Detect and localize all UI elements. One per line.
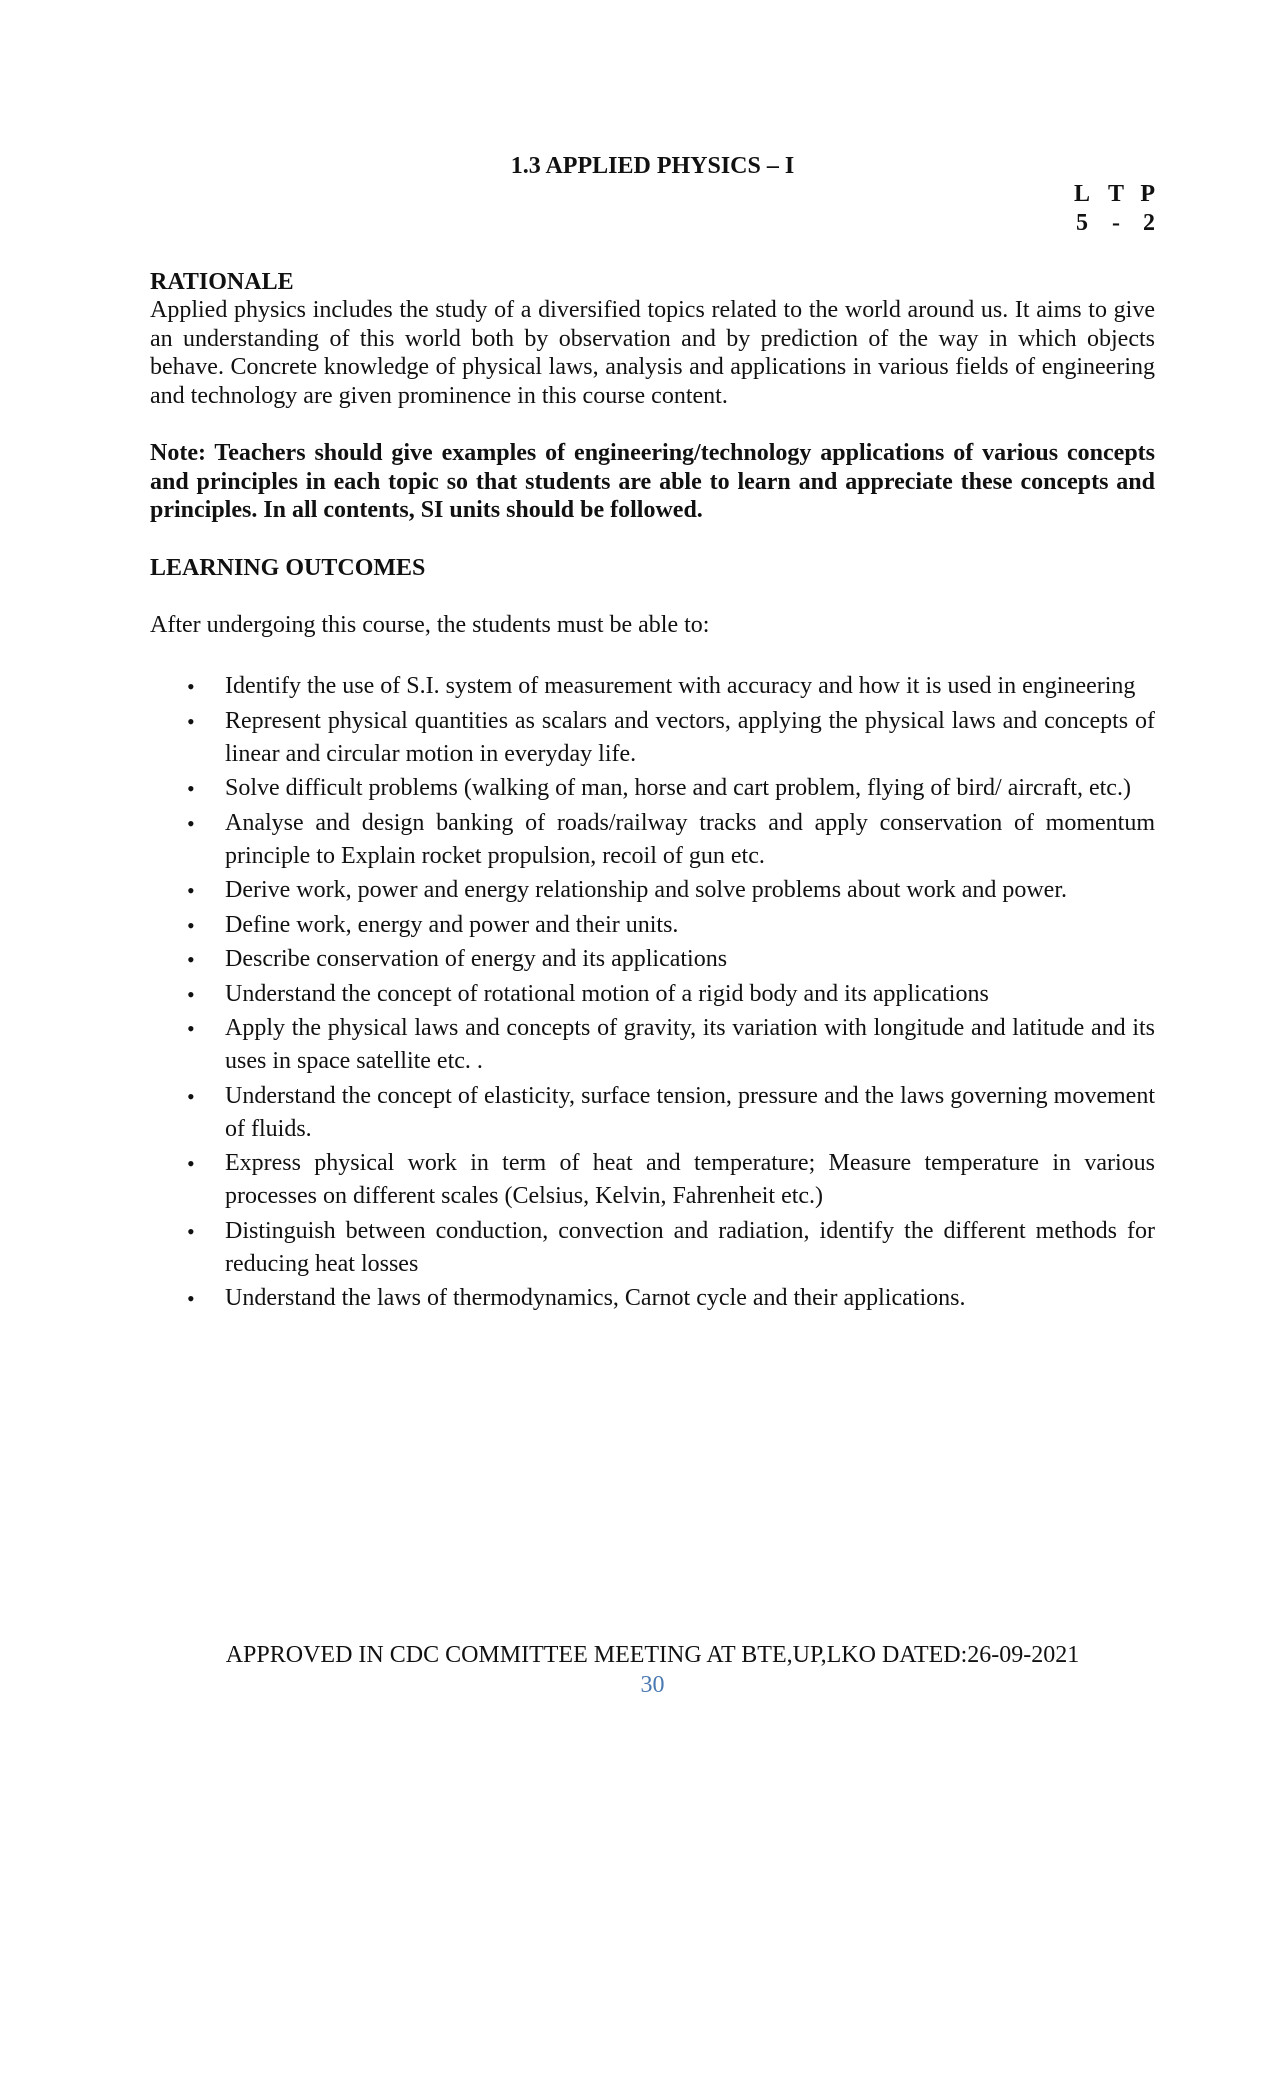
learning-outcome-item	[150, 874, 1155, 907]
learning-outcomes-list	[150, 670, 1155, 1315]
bullet-icon: •	[187, 674, 195, 699]
bullet-icon: •	[187, 1286, 195, 1311]
learning-outcome-item	[150, 772, 1155, 805]
ltp-header-t: T	[1107, 181, 1124, 207]
bullet-icon: •	[187, 912, 195, 938]
bullet-icon: •	[187, 981, 195, 1007]
ltp-value-row	[1065, 209, 1155, 238]
bullet-icon: •	[187, 1016, 195, 1041]
learning-outcome-item	[150, 978, 1155, 1011]
rationale-text: Applied physics includes the study of a diversified topics related to the world around us. It aims to give an understanding of this world both by observation and by prediction of the way in which objects behave. Concrete knowledge of physical laws, analysis and applications in various fields of engineering and technology are given prominence in this course content.	[150, 297, 1155, 409]
course-title: 1.3 APPLIED PHYSICS – I	[510, 153, 795, 179]
learning-outcome-text: Apply the physical laws and concepts of gravity, its variation with longitude and latitude and its uses in space satellite etc. .	[225, 1015, 1155, 1074]
learning-outcome-item	[150, 1215, 1155, 1281]
learning-outcome-item	[150, 670, 1155, 703]
learning-outcome-text: Understand the concept of elasticity, surface tension, pressure and the laws governing movement of fluids.	[225, 1082, 1155, 1142]
bullet-icon: •	[187, 1083, 195, 1109]
ltp-header-l: L	[1073, 181, 1090, 207]
document-page	[150, 150, 1155, 1317]
learning-outcome-item	[150, 1012, 1155, 1078]
learning-outcomes-intro: After undergoing this course, the students must be able to:	[150, 611, 710, 638]
learning-outcome-item	[150, 1080, 1155, 1146]
learning-outcome-text: Identify the use of S.I. system of measurement with accuracy and how it is used in engineering	[225, 673, 1136, 699]
ltp-header-p: P	[1140, 181, 1155, 207]
learning-outcome-item	[150, 807, 1155, 873]
ltp-value-t: -	[1112, 210, 1120, 236]
rationale-heading: RATIONALE	[150, 269, 294, 295]
bullet-icon: •	[187, 878, 195, 903]
learning-outcome-text: Describe conservation of energy and its applications	[225, 946, 728, 972]
bullet-icon: •	[187, 947, 195, 972]
learning-outcome-item	[150, 1147, 1155, 1213]
learning-outcome-text: Solve difficult problems (walking of man, horse and cart problem, flying of bird/ aircraft, etc.)	[225, 775, 1131, 801]
bullet-icon: •	[187, 1151, 195, 1176]
page-number: 30	[640, 1672, 665, 1698]
learning-outcome-text: Represent physical quantities as scalars and vectors, applying the physical laws and concepts of linear and circular motion in everyday life.	[225, 707, 1155, 767]
learning-outcome-text: Define work, energy and power and their units.	[225, 911, 679, 938]
learning-outcome-item	[150, 909, 1155, 942]
ltp-block	[1065, 180, 1155, 238]
learning-outcome-item	[150, 1282, 1155, 1315]
learning-outcome-text: Express physical work in term of heat and temperature; Measure temperature in various processes on different scales (Celsius, Kelvin, Fahrenheit etc.)	[225, 1150, 1155, 1209]
learning-outcome-text: Understand the laws of thermodynamics, Carnot cycle and their applications.	[225, 1285, 966, 1311]
learning-outcomes-heading: LEARNING OUTCOMES	[150, 554, 426, 581]
teacher-note: Note: Teachers should give examples of engineering/technology applications of various concepts and principles in each topic so that students are able to learn and appreciate these concepts and principles. In all contents, SI units should be followed.	[150, 440, 1155, 523]
approval-footer: APPROVED IN CDC COMMITTEE MEETING AT BTE,UP,LKO DATED:26-09-2021	[225, 1642, 1080, 1668]
learning-outcome-item	[150, 705, 1155, 771]
bullet-icon: •	[187, 1218, 195, 1244]
bullet-icon: •	[187, 708, 195, 734]
ltp-value-p: 2	[1143, 210, 1155, 236]
ltp-value-l: 5	[1076, 210, 1088, 236]
bullet-icon: •	[187, 810, 195, 836]
learning-outcome-text: Analyse and design banking of roads/railway tracks and apply conservation of momentum principle to Explain rocket propulsion, recoil of gun etc.	[225, 809, 1155, 869]
learning-outcome-text: Understand the concept of rotational motion of a rigid body and its applications	[225, 980, 989, 1007]
bullet-icon: •	[187, 776, 195, 801]
learning-outcome-text: Distinguish between conduction, convection and radiation, identify the different methods for reducing heat losses	[225, 1217, 1155, 1277]
learning-outcome-text: Derive work, power and energy relationship and solve problems about work and power.	[225, 877, 1068, 903]
learning-outcome-item	[150, 943, 1155, 976]
ltp-header-row	[1065, 180, 1155, 209]
